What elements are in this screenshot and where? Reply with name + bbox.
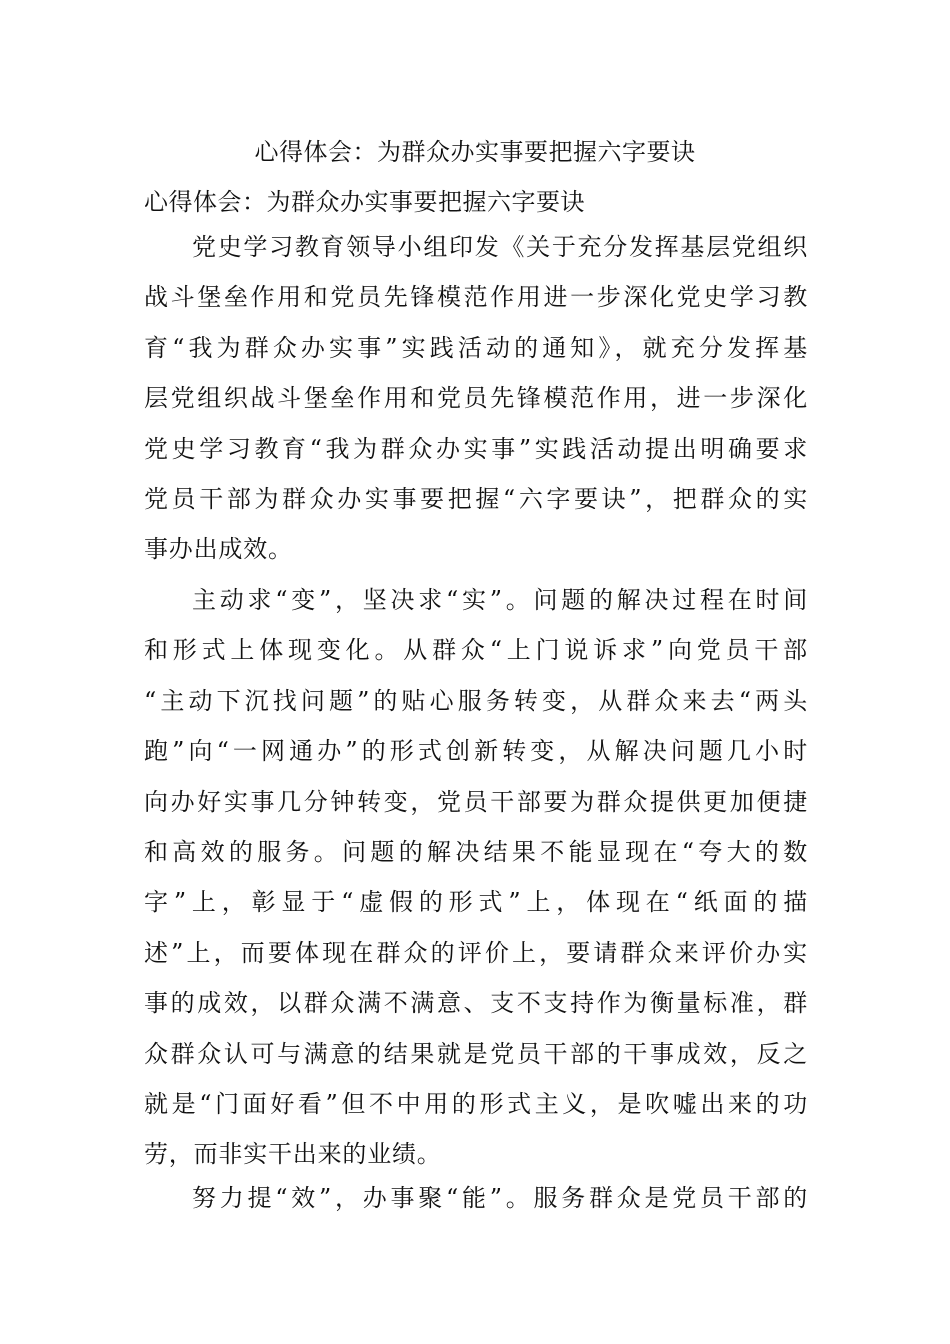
paragraph-line: 跑”向“一网通办”的形式创新转变，从解决问题几小时 [144, 737, 808, 766]
paragraph-line: 就是“门面好看”但不中用的形式主义，是吹嘘出来的功 [144, 1089, 808, 1118]
document-subtitle: 心得体会：为群众办实事要把握六字要诀 [144, 188, 585, 216]
paragraph-line: 劳，而非实干出来的业绩。 [144, 1140, 442, 1169]
paragraph-change-and-reality [144, 575, 808, 1180]
paragraph-line: 党史学习教育领导小组印发《关于充分发挥基层党组织 [192, 233, 808, 261]
paragraph-line: 党史学习教育“我为群众办实事”实践活动提出明确要求 [144, 434, 808, 463]
paragraph-line: 事的成效，以群众满不满意、支不支持作为衡量标准，群 [144, 989, 808, 1018]
paragraph-line: 层党组织战斗堡垒作用和党员先锋模范作用，进一步深化 [144, 384, 808, 413]
paragraph-line: 育“我为群众办实事”实践活动的通知》，就充分发挥基 [144, 333, 808, 362]
paragraph-line: 党员干部为群众办实事要把握“六字要诀”，把群众的实 [144, 484, 808, 513]
paragraph-line: 主动求“变”，坚决求“实”。问题的解决过程在时间 [192, 586, 808, 614]
paragraph-line: 和高效的服务。问题的解决结果不能显现在“夸大的数 [144, 837, 808, 866]
paragraph-intro [144, 222, 808, 575]
paragraph-line: 战斗堡垒作用和党员先锋模范作用进一步深化党史学习教 [144, 283, 808, 312]
paragraph-line: 事办出成效。 [144, 535, 293, 564]
paragraph-line: 述”上，而要体现在群众的评价上，要请群众来评价办实 [144, 938, 808, 967]
document-title: 心得体会：为群众办实事要把握六字要诀 [254, 138, 696, 166]
paragraph-line: “主动下沉找问题”的贴心服务转变，从群众来去“两头 [144, 686, 808, 715]
paragraph-line: 字”上，彰显于“虚假的形式”上，体现在“纸面的描 [144, 888, 808, 917]
paragraph-line: 向办好实事几分钟转变，党员干部要为群众提供更加便捷 [144, 787, 808, 816]
paragraph-line: 努力提“效”，办事聚“能”。服务群众是党员干部的 [192, 1184, 808, 1212]
paragraph-line: 和形式上体现变化。从群众“上门说诉求”向党员干部 [144, 636, 808, 665]
paragraph-line: 众群众认可与满意的结果就是党员干部的干事成效，反之 [144, 1039, 808, 1068]
paragraph-efficiency [144, 1173, 808, 1223]
